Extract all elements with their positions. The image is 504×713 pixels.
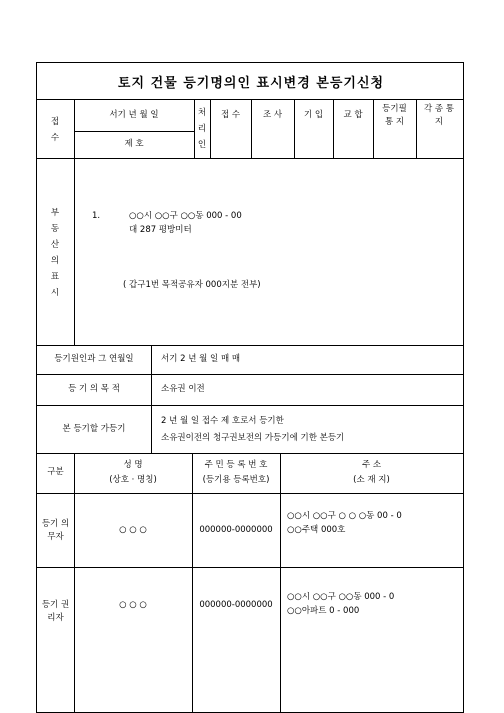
- purpose-label: 등 기 의 목 적: [68, 384, 120, 394]
- col-completion-notice: 등기필 통 지: [382, 104, 407, 127]
- parties-name-header: 성 명: [123, 460, 143, 470]
- rule: [280, 453, 281, 712]
- col-review: 조 사: [262, 110, 283, 120]
- rule: [192, 453, 193, 712]
- rule: [37, 158, 463, 159]
- holder-name: ○ ○ ○: [119, 600, 147, 610]
- parties-address-header: 주 소: [361, 460, 382, 470]
- property-note: ( 갑구1번 목적공유자 000지분 전부): [123, 280, 261, 290]
- parties-id-subheader: (등기용 등록번호): [202, 475, 270, 485]
- col-entry: 기 입: [303, 110, 324, 120]
- rule: [294, 99, 295, 158]
- holder-id: 000000-0000000: [199, 600, 273, 610]
- rule: [74, 453, 75, 712]
- rule: [74, 158, 75, 345]
- main-register-line2: 소유권이전의 청구권보전의 가등기에 기한 본등기: [161, 433, 345, 443]
- rule: [416, 99, 417, 158]
- form-title: 토지 건물 등기명의인 표시변경 본등기신청: [117, 76, 385, 91]
- reception-number: 제 호: [124, 139, 144, 149]
- main-register-label: 본 등기할 가등기: [62, 424, 126, 434]
- obligor-address2: ○○주택 000호: [287, 525, 346, 535]
- purpose-value: 소유권 이전: [161, 384, 205, 394]
- obligor-address1: ○○시 ○○구 ○ ○ ○동 00 - 0: [287, 511, 402, 521]
- obligor-id: 000000-0000000: [199, 525, 273, 535]
- parties-address-subheader: (소 재 지): [353, 475, 390, 485]
- holder-address1: ○○시 ○○구 ○○동 000 - 0: [287, 592, 395, 602]
- holder-label: 등기 권리자: [41, 600, 70, 623]
- rule: [37, 374, 463, 375]
- rule: [74, 131, 194, 132]
- cause-value: 서기 2 년 월 일 매 매: [161, 354, 241, 364]
- registration-form: [36, 62, 464, 713]
- property-land: 대 287 평방미터: [129, 225, 192, 235]
- parties-name-subheader: (상호 · 명칭): [109, 475, 157, 485]
- reception-label: 접 수: [50, 117, 60, 143]
- holder-address2: ○○아파트 0 - 000: [287, 606, 360, 616]
- rule: [151, 345, 152, 453]
- rule: [37, 405, 463, 406]
- property-item-no: 1.: [92, 211, 101, 221]
- obligor-name: ○ ○ ○: [119, 525, 147, 535]
- rule: [37, 345, 463, 346]
- col-reception: 접 수: [220, 110, 241, 120]
- parties-id-header: 주 민 등 록 번 호: [204, 460, 268, 470]
- rule: [37, 567, 463, 568]
- reception-date: 서기 년 월 일: [109, 110, 159, 120]
- rule: [373, 99, 374, 158]
- cause-label: 등기원인과 그 연월일: [54, 354, 134, 364]
- rule: [251, 99, 252, 158]
- rule: [37, 99, 463, 100]
- rule: [210, 99, 211, 158]
- main-register-line1: 2 년 월 일 접수 제 호로서 등기한: [161, 416, 284, 426]
- col-verify: 교 합: [343, 110, 363, 120]
- col-various-notice: 각 종 통 지: [423, 104, 455, 127]
- obligor-label: 등기 의무자: [41, 519, 70, 542]
- processor-label: 처 리 인: [197, 108, 207, 150]
- rule: [37, 453, 463, 454]
- property-address: ○○시 ○○구 ○○동 000 - 00: [129, 211, 242, 221]
- property-label: 부 동 산 의 표 시: [50, 208, 60, 298]
- rule: [37, 493, 463, 494]
- rule: [333, 99, 334, 158]
- parties-category-header: 구분: [47, 467, 64, 477]
